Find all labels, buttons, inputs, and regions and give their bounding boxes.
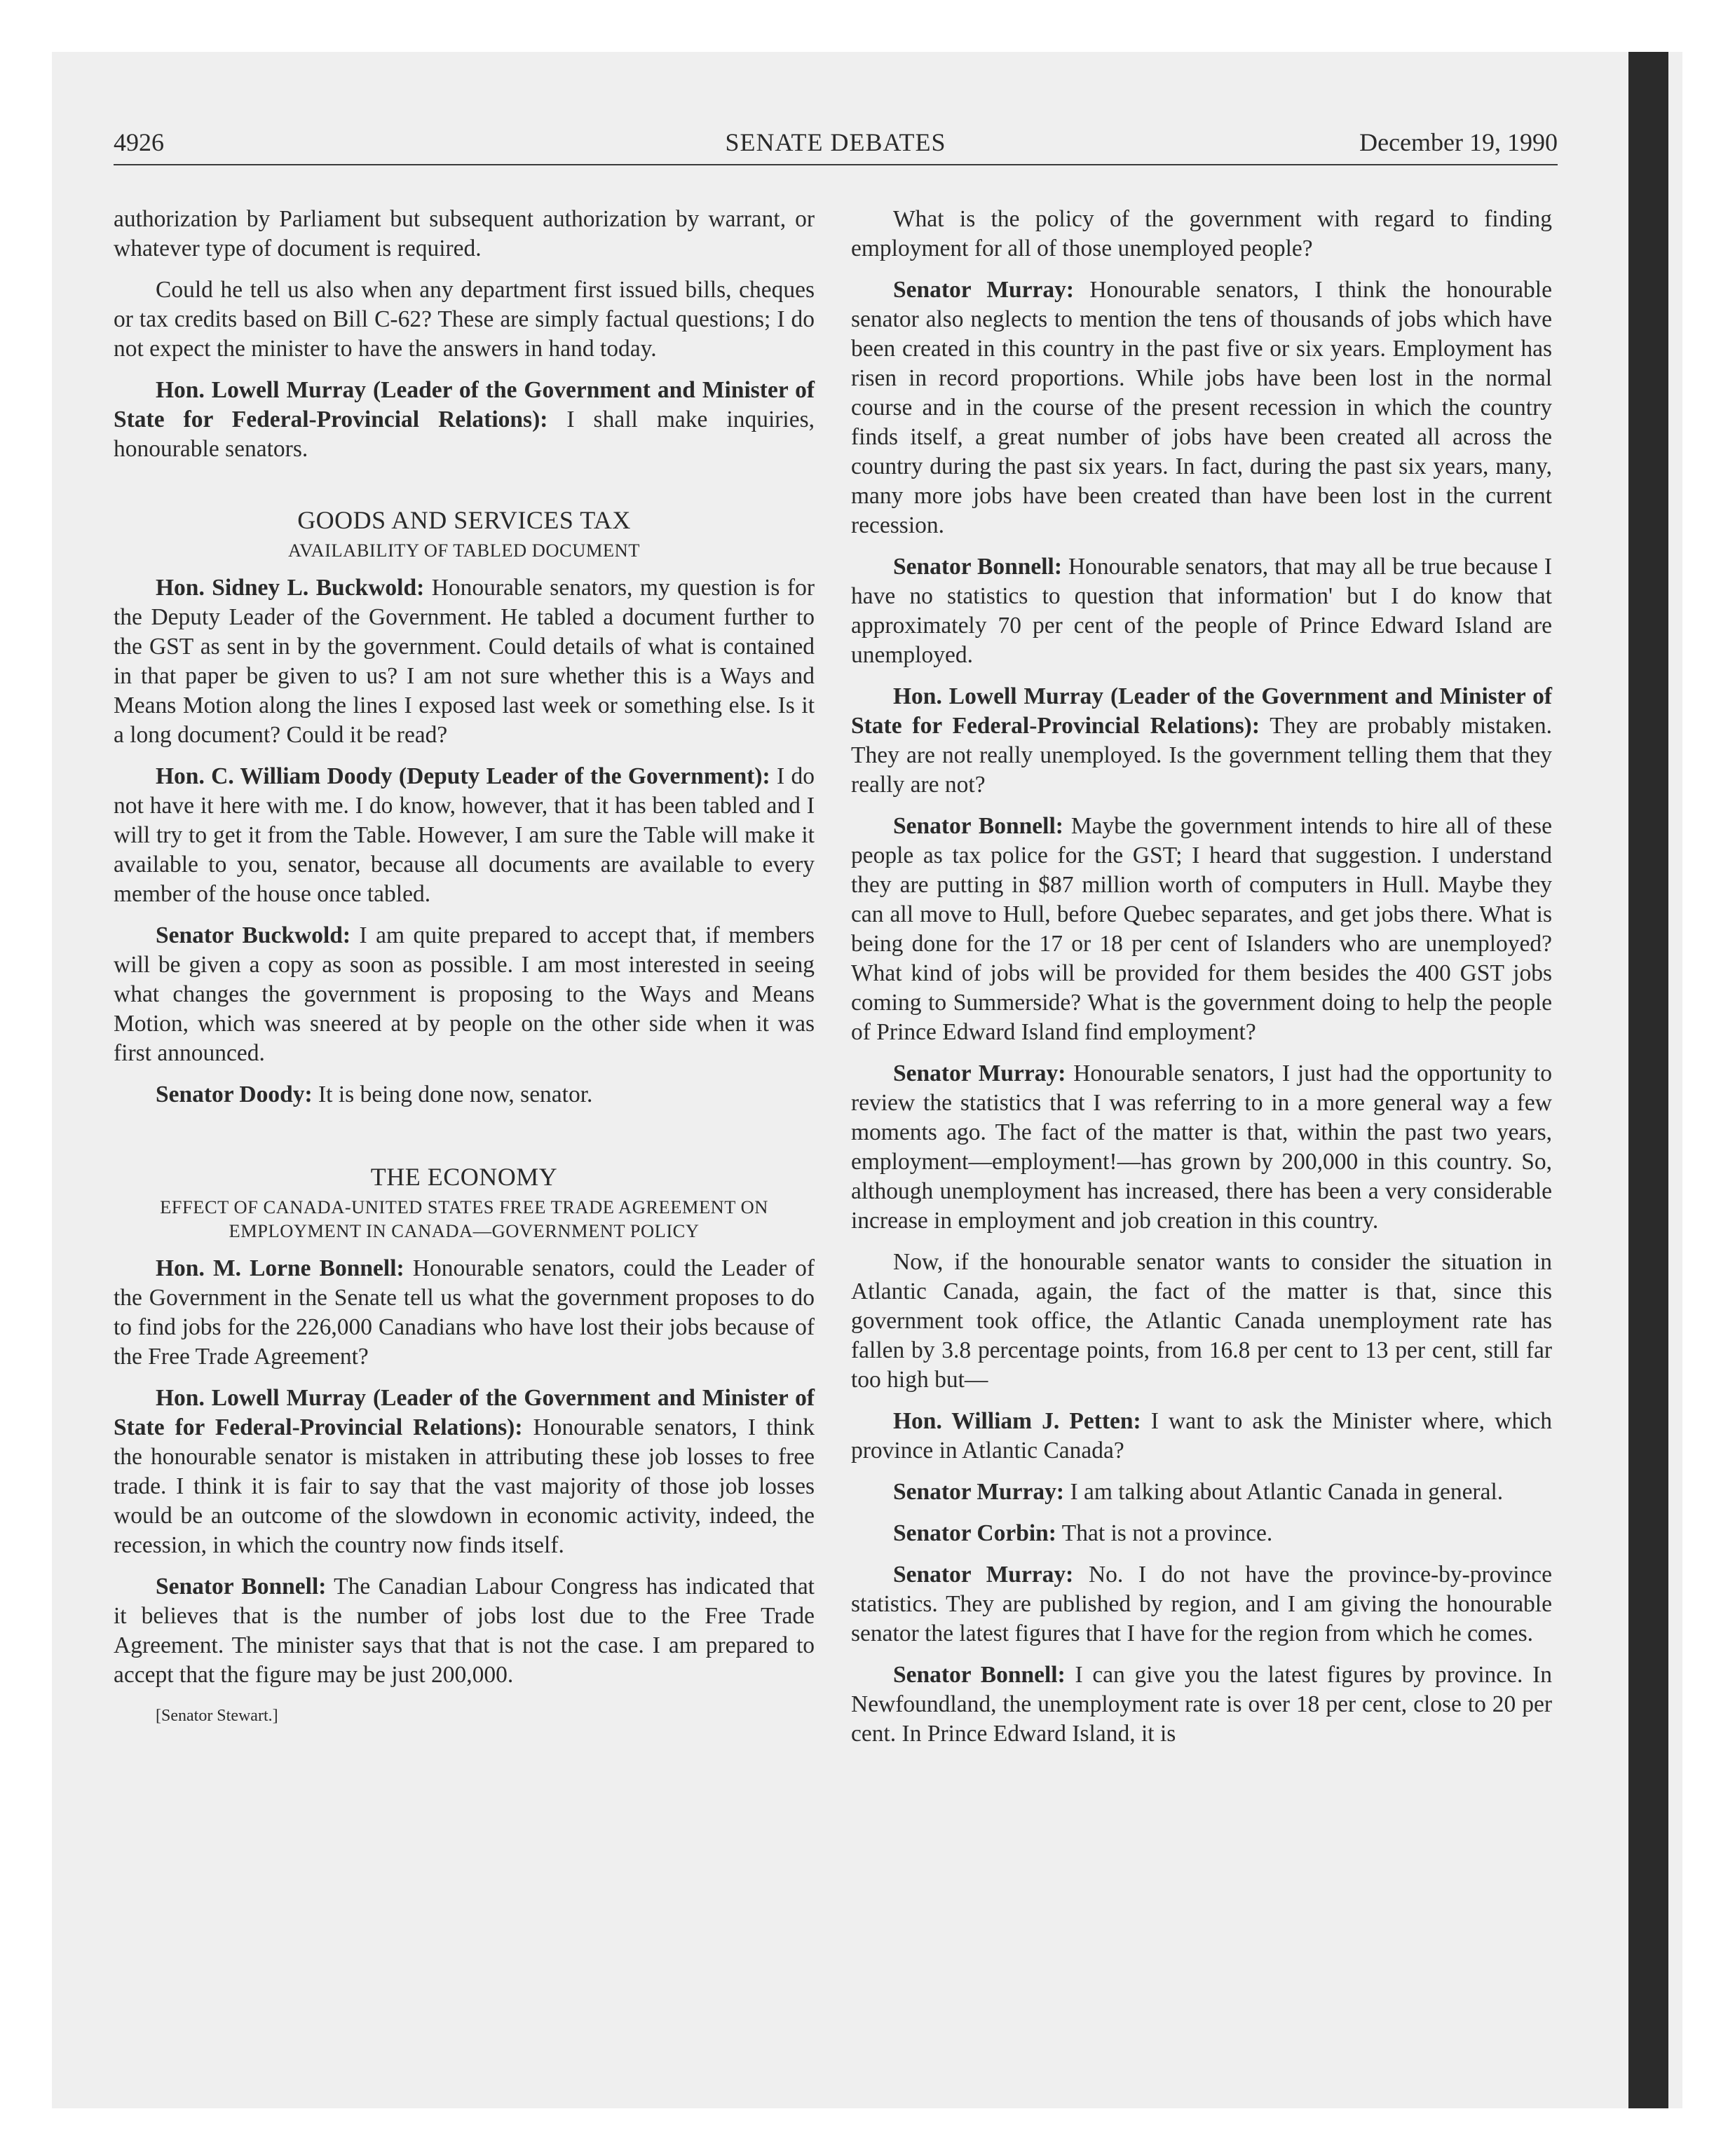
speaker-name: Senator Murray: [893, 1060, 1066, 1086]
speaker-name: Hon. Lowell Murray (Leader of the Government and Minister of State for Federal-Provincial Relations): [851, 683, 1552, 739]
speaker-name: Hon. M. Lorne Bonnell: [156, 1255, 404, 1281]
section-heading: GOODS AND SERVICES TAX [297, 506, 631, 534]
speech-text: Honourable senators, my question is for the Deputy Leader of the Government. He tabled a document further to the GST as sent in by the government. Could details of what is contained in that paper be given to us? I am not sure whether this is a Ways and Means Motion along the lines I exposed last week or something else. Is it a long document? Could it be read? [114, 575, 815, 748]
speech-text: I can give you the latest figures by province. In Newfoundland, the unemployment rate is over 18 per cent, close to 20 per cent. In Prince Edward Island, it is [851, 1662, 1553, 1747]
paragraph [851, 1059, 1552, 1236]
speech-text: They are probably mistaken. They are not really unemployed. Is the government telling them that they really are not? [851, 713, 1552, 798]
speech-text: Honourable senators, I think the honourable senator is mistaken in attributing these job losses to free trade. I think it is fair to say that the vast majority of those job losses would be an outcome of the slowdown in economic activity, indeed, the recession, in which the country now finds itself. [114, 1414, 815, 1558]
speech-text: It is being done now, senator. [312, 1082, 593, 1107]
speech-text: That is not a province. [1056, 1520, 1273, 1546]
paragraph [851, 682, 1552, 800]
speaker-name: Senator Corbin: [893, 1520, 1056, 1546]
paragraph [851, 1660, 1552, 1749]
paragraph [851, 812, 1552, 1047]
paragraph: Now, if the honourable senator wants to consider the situation in Atlantic Canada, again, the fact of the matter is that, since this government took office, the Atlantic Canada unemployment rate has fallen by 3.8 percentage points, from 16.8 per cent to 13 per cent, still far too high but— [851, 1249, 1552, 1393]
speech-text: Honourable senators, I just had the opportunity to review the statistics that I was referring to in a more general way a few moments ago. The fact of the matter is that, within the past two years, employment—employment!—has grown by 200,000 in this country. So, although unemployment has increased, there has been a very considerable increase in employment and job creation in this country. [851, 1060, 1552, 1234]
speech-text: Honourable senators, that may all be true because I have no statistics to question that information' but I do know that approximately 70 per cent of the people of Prince Edward Island are unemployed. [851, 554, 1553, 668]
paragraph [114, 376, 815, 464]
speaker-name: Senator Murray: [893, 1562, 1074, 1588]
speaker-name: Hon. Lowell Murray (Leader of the Government and Minister of State for Federal-Provincial Relations): [114, 1385, 815, 1440]
paragraph [114, 921, 815, 1068]
speech-text: I am talking about Atlantic Canada in general. [1064, 1479, 1504, 1505]
left-column [114, 205, 815, 1726]
speech-text: I want to ask the Minister where, which province in Atlantic Canada? [851, 1408, 1552, 1464]
paragraph [114, 1384, 815, 1560]
section-subheading: AVAILABILITY OF TABLED DOCUMENT [288, 540, 640, 561]
paragraph: authorization by Parliament but subsequent authorization by warrant, or whatever type of document is required. [114, 206, 815, 261]
speaker-name: Hon. Lowell Murray (Leader of the Government and Minister of State for Federal-Provincial Relations): [114, 377, 815, 432]
speaker-name: Senator Bonnell: [893, 813, 1063, 839]
paragraph [851, 1560, 1552, 1649]
paragraph [114, 762, 815, 909]
publication-date: December 19, 1990 [1359, 128, 1558, 156]
speaker-name: Senator Bonnell: [156, 1574, 327, 1599]
speech-text: Maybe the government intends to hire all of these people as tax police for the GST; I heard that suggestion. I understand they are putting in $87 million worth of computers in Hull. Maybe they can all move to Hull, before Quebec separates, and get jobs there. What is being done for the 17 or 18 per cent of Islanders who are unemployed? What kind of jobs will be provided for them besides the 400 GST jobs coming to Summerside? What is the government doing to help the people of Prince Edward Island find employment? [851, 813, 1553, 1045]
paragraph [114, 1254, 815, 1372]
paragraph [851, 1519, 1552, 1548]
speaker-name: Senator Doody: [156, 1082, 313, 1107]
speech-text: Honourable senators, could the Leader of the Government in the Senate tell us what the government proposes to do to find jobs for the 226,000 Canadians who have lost their jobs because of the Free Trade Agreement? [114, 1255, 815, 1370]
publication-title: SENATE DEBATES [725, 128, 946, 156]
page-header [114, 125, 1558, 165]
paragraph [851, 1407, 1552, 1466]
speech-text: Honourable senators, I think the honourable senator also neglects to mention the tens of thousands of jobs which have been created in this country in the past five or six years. Employment has risen in record proportions. While jobs have been lost in the normal course and in the course of the present recession in which the country finds itself, a great number of jobs have been created all across the country during the past six years. In fact, during the past six years, many, many more jobs have been created than have been lost in the current recession. [851, 277, 1552, 538]
paragraph: Could he tell us also when any department first issued bills, cheques or tax credits based on Bill C-62? These are simply factual questions; I do not expect the minister to have the answers in hand today. [114, 277, 815, 362]
paragraph [114, 1572, 815, 1690]
speaker-name: Hon. C. William Doody (Deputy Leader of the Government): [156, 763, 770, 789]
page-number: 4926 [114, 128, 164, 156]
speech-text: I shall make inquiries, honourable senators. [114, 407, 815, 462]
speech-text: The Canadian Labour Congress has indicated that it believes that is the number of jobs lost due to the Free Trade Agreement. The minister says that that is not the case. I am prepared to accept that the figure may be just 200,000. [114, 1574, 815, 1688]
paragraph [114, 1080, 815, 1110]
speaker-name: Hon. Sidney L. Buckwold: [156, 575, 425, 601]
speech-text: I am quite prepared to accept that, if members will be given a copy as soon as possible. I am most interested in seeing what changes the government is proposing to the Ways and Means Motion, which was sneered at by people on the other side when it was first announced. [114, 922, 815, 1066]
speech-text: No. I do not have the province-by-province statistics. They are published by region, and I am giving the honourable senator the latest figures that I have for the region from which he comes. [851, 1562, 1552, 1646]
section-heading: THE ECONOMY [370, 1163, 558, 1191]
paragraph [851, 1478, 1552, 1507]
speaker-name: Senator Bonnell: [893, 1662, 1066, 1688]
paragraph: What is the policy of the government with regard to finding employment for all of those unemployed people? [851, 206, 1552, 261]
speaker-name: Senator Murray: [893, 277, 1075, 303]
section-subheading: EFFECT OF CANADA-UNITED STATES FREE TRADE AGREEMENT ON EMPLOYMENT IN CANADA—GOVERNMENT POLICY [160, 1196, 768, 1241]
right-column [851, 205, 1552, 1761]
speaker-name: Senator Buckwold: [156, 922, 351, 948]
footnote: [Senator Stewart.] [156, 1707, 278, 1725]
paragraph [851, 552, 1552, 670]
speaker-name: Hon. William J. Petten: [893, 1408, 1141, 1434]
speech-text: I do not have it here with me. I do know, however, that it has been tabled and I will try to get it from the Table. However, I am sure the Table will make it available to you, senator, because all documents are available to every member of the house once tabled. [114, 763, 815, 907]
scan-edge-shadow [1628, 52, 1668, 2108]
speaker-name: Senator Bonnell: [893, 554, 1062, 580]
paragraph [114, 573, 815, 750]
speaker-name: Senator Murray: [893, 1479, 1065, 1505]
paragraph [851, 275, 1552, 540]
